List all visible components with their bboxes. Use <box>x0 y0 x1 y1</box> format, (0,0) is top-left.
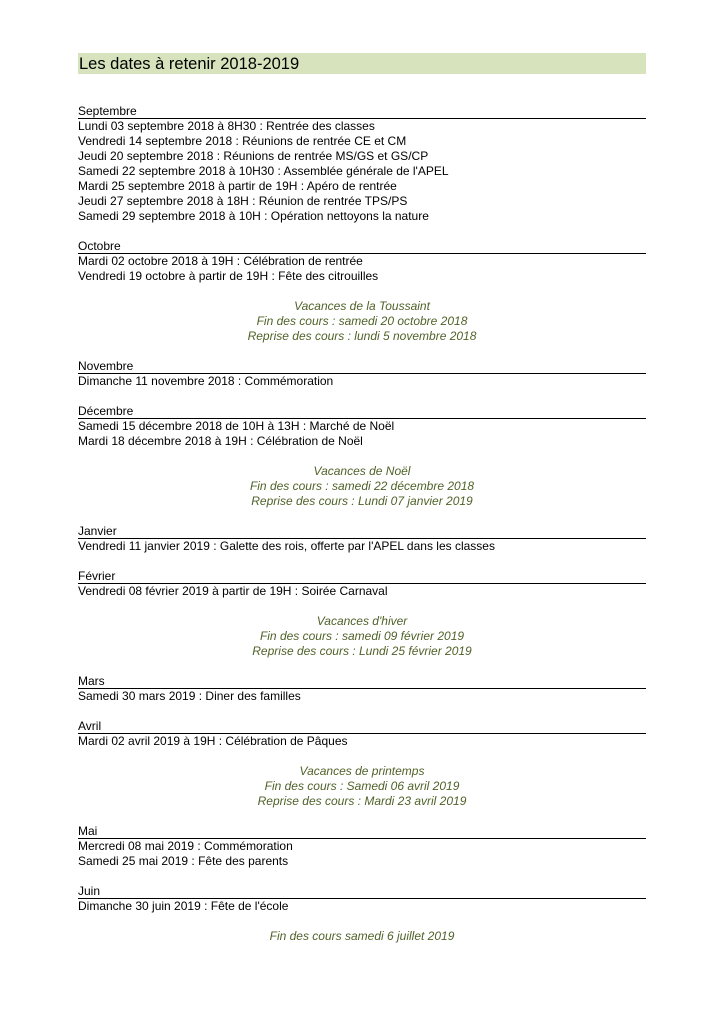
event-item: Vendredi 11 janvier 2019 : Galette des rois, offerte par l'APEL dans les classes <box>78 539 495 553</box>
holiday-block <box>78 464 646 509</box>
event-item: Jeudi 27 septembre 2018 à 18H : Réunion de rentrée TPS/PS <box>78 194 408 208</box>
event-list <box>78 254 646 284</box>
event-list <box>78 119 646 224</box>
end-of-year-note: Fin des cours samedi 6 juillet 2019 <box>269 929 455 943</box>
event-list <box>78 899 646 914</box>
event-list <box>78 584 646 599</box>
month-heading: Novembre <box>78 359 646 374</box>
event-list <box>78 374 646 389</box>
month-heading: Février <box>78 569 646 584</box>
holiday-date: Fin des cours : samedi 22 décembre 2018 <box>249 479 475 493</box>
holiday-title: Vacances de printemps <box>299 764 425 778</box>
event-item: Samedi 25 mai 2019 : Fête des parents <box>78 854 289 868</box>
event-item: Mardi 02 avril 2019 à 19H : Célébration de Pâques <box>78 734 348 748</box>
holiday-block <box>78 614 646 659</box>
month-heading: Décembre <box>78 404 646 419</box>
holiday-date: Reprise des cours : Lundi 07 janvier 2019 <box>251 494 473 508</box>
spacer <box>78 389 646 404</box>
month-section <box>78 674 646 719</box>
event-item: Mardi 25 septembre 2018 à partir de 19H : Apéro de rentrée <box>78 179 397 193</box>
holiday-title: Vacances de Noël <box>313 464 411 478</box>
event-item: Samedi 29 septembre 2018 à 10H : Opération nettoyons la nature <box>78 209 429 223</box>
event-item: Dimanche 11 novembre 2018 : Commémoration <box>78 374 334 388</box>
holiday-block <box>78 764 646 809</box>
month-section <box>78 824 646 884</box>
holiday-date: Reprise des cours : Lundi 25 février 2019 <box>252 644 472 658</box>
page-title: Les dates à retenir 2018-2019 <box>78 53 646 74</box>
event-list <box>78 689 646 704</box>
month-heading: Mai <box>78 824 646 839</box>
spacer <box>78 704 646 719</box>
holiday-date: Fin des cours : samedi 20 octobre 2018 <box>256 314 468 328</box>
month-heading: Octobre <box>78 239 646 254</box>
document-page <box>78 53 646 944</box>
month-section <box>78 239 646 344</box>
event-list <box>78 419 646 449</box>
event-item: Samedi 15 décembre 2018 de 10H à 13H : Marché de Noël <box>78 419 395 433</box>
event-list <box>78 734 646 749</box>
spacer <box>78 869 646 884</box>
event-item: Lundi 03 septembre 2018 à 8H30 : Rentrée des classes <box>78 119 375 133</box>
event-item: Dimanche 30 juin 2019 : Fête de l'école <box>78 899 289 913</box>
month-heading: Janvier <box>78 524 646 539</box>
month-section <box>78 884 646 914</box>
month-section <box>78 404 646 509</box>
event-item: Vendredi 14 septembre 2018 : Réunions de rentrée CE et CM <box>78 134 407 148</box>
month-heading: Mars <box>78 674 646 689</box>
holiday-block <box>78 299 646 344</box>
event-item: Samedi 22 septembre 2018 à 10H30 : Assemblée générale de l'APEL <box>78 164 449 178</box>
event-item: Mercredi 08 mai 2019 : Commémoration <box>78 839 293 853</box>
holiday-date: Fin des cours : samedi 09 février 2019 <box>259 629 465 643</box>
event-item: Samedi 30 mars 2019 : Diner des familles <box>78 689 301 703</box>
event-item: Jeudi 20 septembre 2018 : Réunions de rentrée MS/GS et GS/CP <box>78 149 429 163</box>
event-list <box>78 539 646 554</box>
month-list <box>78 104 646 914</box>
month-heading: Septembre <box>78 104 646 119</box>
event-list <box>78 839 646 869</box>
month-section <box>78 524 646 569</box>
month-section <box>78 104 646 239</box>
holiday-date: Fin des cours : Samedi 06 avril 2019 <box>264 779 460 793</box>
month-heading: Avril <box>78 719 646 734</box>
holiday-title: Vacances d'hiver <box>316 614 408 628</box>
month-section <box>78 719 646 809</box>
event-item: Vendredi 19 octobre à partir de 19H : Fête des citrouilles <box>78 269 379 283</box>
month-heading: Juin <box>78 884 646 899</box>
spacer <box>78 224 646 239</box>
month-section <box>78 359 646 404</box>
holiday-date: Reprise des cours : lundi 5 novembre 2018 <box>247 329 477 343</box>
event-item: Mardi 02 octobre 2018 à 19H : Célébration de rentrée <box>78 254 363 268</box>
month-section <box>78 569 646 659</box>
holiday-title: Vacances de la Toussaint <box>294 299 430 313</box>
spacer <box>78 554 646 569</box>
event-item: Mardi 18 décembre 2018 à 19H : Célébration de Noël <box>78 434 363 448</box>
holiday-date: Reprise des cours : Mardi 23 avril 2019 <box>257 794 467 808</box>
event-item: Vendredi 08 février 2019 à partir de 19H : Soirée Carnaval <box>78 584 388 598</box>
